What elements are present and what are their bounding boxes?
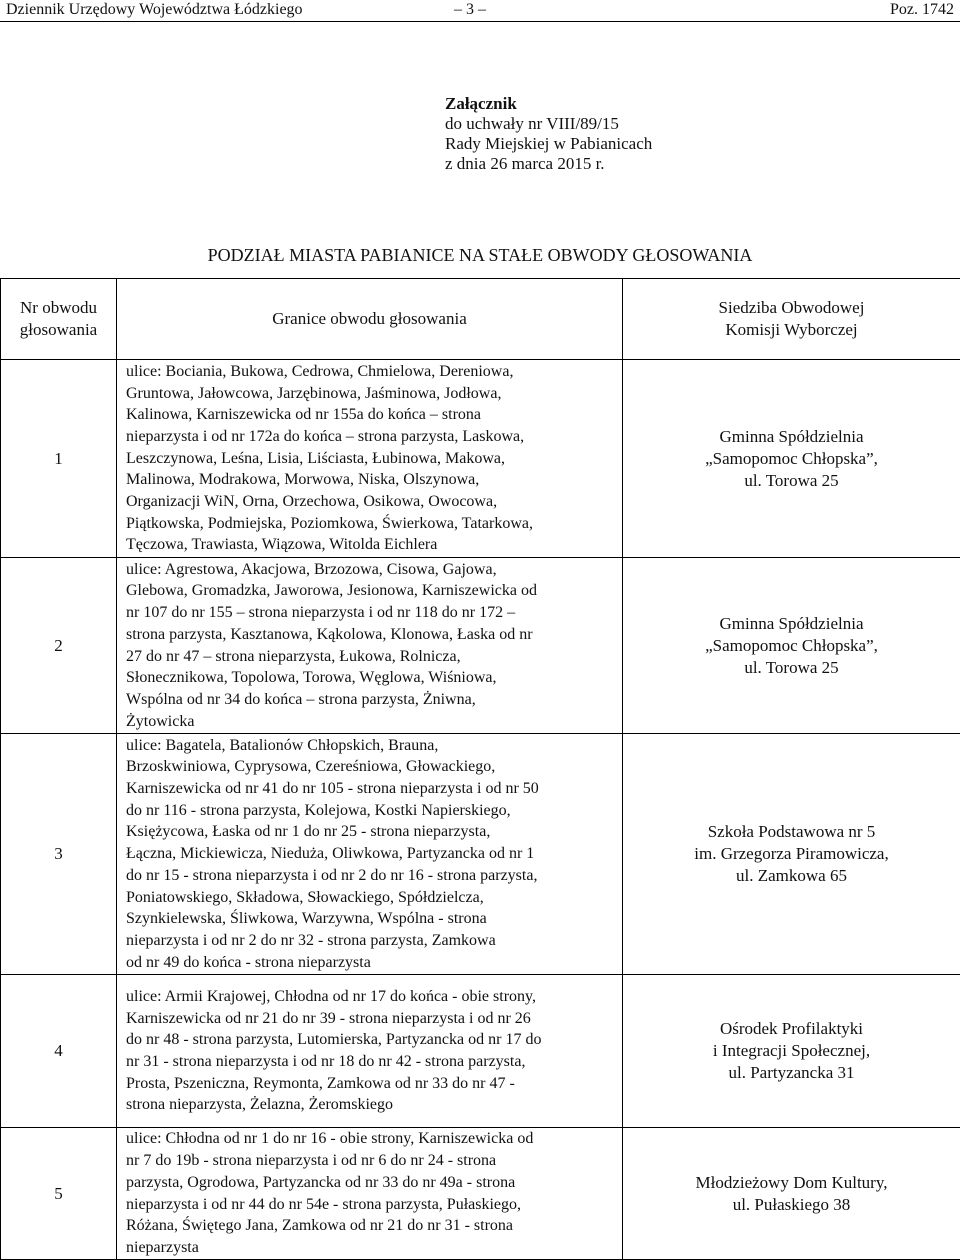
seat-line: ul. Partyzancka 31 xyxy=(627,1062,956,1084)
seat-line: Gminna Spółdzielnia xyxy=(627,426,956,448)
seat-line: Szkoła Podstawowa nr 5 xyxy=(627,821,956,843)
table-row xyxy=(1,360,960,558)
bounds-line: nieparzysta xyxy=(126,1237,612,1259)
districts-table xyxy=(0,278,960,1260)
bounds-line: Księżycowa, Łaska od nr 1 do nr 25 - strona nieparzysta, xyxy=(126,821,612,843)
district-bounds xyxy=(117,360,623,558)
commission-seat xyxy=(623,360,960,558)
bounds-line: do nr 116 - strona parzysta, Kolejowa, Kostki Napierskiego, xyxy=(126,800,612,822)
annex-block xyxy=(445,94,652,174)
bounds-line: nr 31 - strona nieparzysta i od nr 18 do nr 42 - strona parzysta, xyxy=(126,1051,612,1073)
seat-line: ul. Torowa 25 xyxy=(627,657,956,679)
bounds-line: ulice: Bagatela, Batalionów Chłopskich, Brauna, xyxy=(126,735,612,757)
annex-line-3: z dnia 26 marca 2015 r. xyxy=(445,154,652,174)
district-number: 1 xyxy=(1,360,117,558)
commission-seat xyxy=(623,975,960,1128)
bounds-line: Gruntowa, Jałowcowa, Jarzębinowa, Jaśminowa, Jodłowa, xyxy=(126,383,612,405)
commission-seat xyxy=(623,734,960,975)
seat-line: Ośrodek Profilaktyki xyxy=(627,1018,956,1040)
district-number: 2 xyxy=(1,558,117,734)
bounds-line: strona nieparzysta, Żelazna, Żeromskiego xyxy=(126,1094,612,1116)
table-row xyxy=(1,558,960,734)
district-number: 5 xyxy=(1,1128,117,1260)
bounds-line: Brzoskwiniowa, Cyprysowa, Czereśniowa, Głowackiego, xyxy=(126,756,612,778)
bounds-line: Karniszewicka od nr 21 do nr 39 - strona nieparzysta i od nr 26 xyxy=(126,1008,612,1030)
table-row xyxy=(1,734,960,975)
bounds-line: ulice: Agrestowa, Akacjowa, Brzozowa, Cisowa, Gajowa, xyxy=(126,559,612,581)
bounds-line: nr 7 do 19b - strona nieparzysta i od nr 6 do nr 24 - strona xyxy=(126,1150,612,1172)
seat-line: ul. Zamkowa 65 xyxy=(627,865,956,887)
bounds-line: Szynkielewska, Śliwkowa, Warzywna, Wspólna - strona xyxy=(126,908,612,930)
bounds-line: Poniatowskiego, Składowa, Słowackiego, Spółdzielcza, xyxy=(126,887,612,909)
bounds-line: Różana, Świętego Jana, Zamkowa od nr 21 do nr 31 - strona xyxy=(126,1215,612,1237)
header-divider xyxy=(0,21,960,22)
bounds-line: ulice: Chłodna od nr 1 do nr 16 - obie strony, Karniszewicka od xyxy=(126,1128,612,1150)
document-title: PODZIAŁ MIASTA PABIANICE NA STAŁE OBWODY GŁOSOWANIA xyxy=(0,244,960,266)
commission-seat xyxy=(623,558,960,734)
commission-seat xyxy=(623,1128,960,1260)
header-seat: Siedziba Obwodowej Komisji Wyborczej xyxy=(623,279,960,360)
seat-line: Gminna Spółdzielnia xyxy=(627,613,956,635)
bounds-line: Glebowa, Gromadzka, Jaworowa, Jesionowa, Karniszewicka od xyxy=(126,580,612,602)
table-header-row xyxy=(1,279,960,360)
seat-line: i Integracji Społecznej, xyxy=(627,1040,956,1062)
bounds-line: Piątkowska, Podmiejska, Poziomkowa, Świerkowa, Tatarkowa, xyxy=(126,513,612,535)
annex-title: Załącznik xyxy=(445,94,652,114)
bounds-line: nieparzysta i od nr 2 do nr 32 - strona parzysta, Zamkowa xyxy=(126,930,612,952)
bounds-line: Tęczowa, Trawiasta, Wiązowa, Witolda Eichlera xyxy=(126,534,612,556)
journal-name: Dziennik Urzędowy Województwa Łódzkiego xyxy=(6,0,303,20)
district-bounds xyxy=(117,1128,623,1260)
header-bounds: Granice obwodu głosowania xyxy=(117,279,623,360)
bounds-line: nieparzysta i od nr 172a do końca – strona parzysta, Laskowa, xyxy=(126,426,612,448)
position-number: Poz. 1742 xyxy=(890,0,954,20)
bounds-line: ulice: Armii Krajowej, Chłodna od nr 17 do końca - obie strony, xyxy=(126,986,612,1008)
page-header xyxy=(6,0,954,20)
seat-line: ul. Torowa 25 xyxy=(627,470,956,492)
seat-line: Młodzieżowy Dom Kultury, xyxy=(627,1172,956,1194)
bounds-line: Łączna, Mickiewicza, Nieduża, Oliwkowa, Partyzancka od nr 1 xyxy=(126,843,612,865)
annex-line-2: Rady Miejskiej w Pabianicach xyxy=(445,134,652,154)
bounds-line: strona parzysta, Kasztanowa, Kąkolowa, Klonowa, Łaska od nr xyxy=(126,624,612,646)
district-number: 3 xyxy=(1,734,117,975)
bounds-line: Słonecznikowa, Topolowa, Torowa, Węglowa, Wiśniowa, xyxy=(126,667,612,689)
bounds-line: Malinowa, Modrakowa, Morwowa, Niska, Olszynowa, xyxy=(126,469,612,491)
bounds-line: Organizacji WiN, Orna, Orzechowa, Osikowa, Owocowa, xyxy=(126,491,612,513)
bounds-line: do nr 15 - strona nieparzysta i od nr 2 do nr 16 - strona parzysta, xyxy=(126,865,612,887)
district-number: 4 xyxy=(1,975,117,1128)
bounds-line: Prosta, Pszeniczna, Reymonta, Zamkowa od nr 33 do nr 47 - xyxy=(126,1073,612,1095)
bounds-line: Leszczynowa, Leśna, Lisia, Liściasta, Łubinowa, Makowa, xyxy=(126,448,612,470)
page-number: – 3 – xyxy=(454,0,486,20)
seat-line: im. Grzegorza Piramowicza, xyxy=(627,843,956,865)
bounds-line: parzysta, Ogrodowa, Partyzancka od nr 33 do nr 49a - strona xyxy=(126,1172,612,1194)
district-bounds xyxy=(117,558,623,734)
district-bounds xyxy=(117,975,623,1128)
seat-line: „Samopomoc Chłopska”, xyxy=(627,635,956,657)
bounds-line: od nr 49 do końca - strona nieparzysta xyxy=(126,952,612,974)
annex-line-1: do uchwały nr VIII/89/15 xyxy=(445,114,652,134)
table-row xyxy=(1,1128,960,1260)
bounds-line: Karniszewicka od nr 41 do nr 105 - strona nieparzysta i od nr 50 xyxy=(126,778,612,800)
table-row xyxy=(1,975,960,1128)
bounds-line: nr 107 do nr 155 – strona nieparzysta i od nr 118 do nr 172 – xyxy=(126,602,612,624)
seat-line: „Samopomoc Chłopska”, xyxy=(627,448,956,470)
bounds-line: Wspólna od nr 34 do końca – strona parzysta, Żniwna, xyxy=(126,689,612,711)
bounds-line: 27 do nr 47 – strona nieparzysta, Łukowa, Rolnicza, xyxy=(126,646,612,668)
header-number: Nr obwodu głosowania xyxy=(1,279,117,360)
bounds-line: Kalinowa, Karniszewicka od nr 155a do końca – strona xyxy=(126,404,612,426)
district-bounds xyxy=(117,734,623,975)
bounds-line: ulice: Bociania, Bukowa, Cedrowa, Chmielowa, Dereniowa, xyxy=(126,361,612,383)
bounds-line: nieparzysta i od nr 44 do nr 54e - strona parzysta, Pułaskiego, xyxy=(126,1194,612,1216)
bounds-line: do nr 48 - strona parzysta, Lutomierska, Partyzancka od nr 17 do xyxy=(126,1029,612,1051)
seat-line: ul. Pułaskiego 38 xyxy=(627,1194,956,1216)
bounds-line: Żytowicka xyxy=(126,711,612,733)
